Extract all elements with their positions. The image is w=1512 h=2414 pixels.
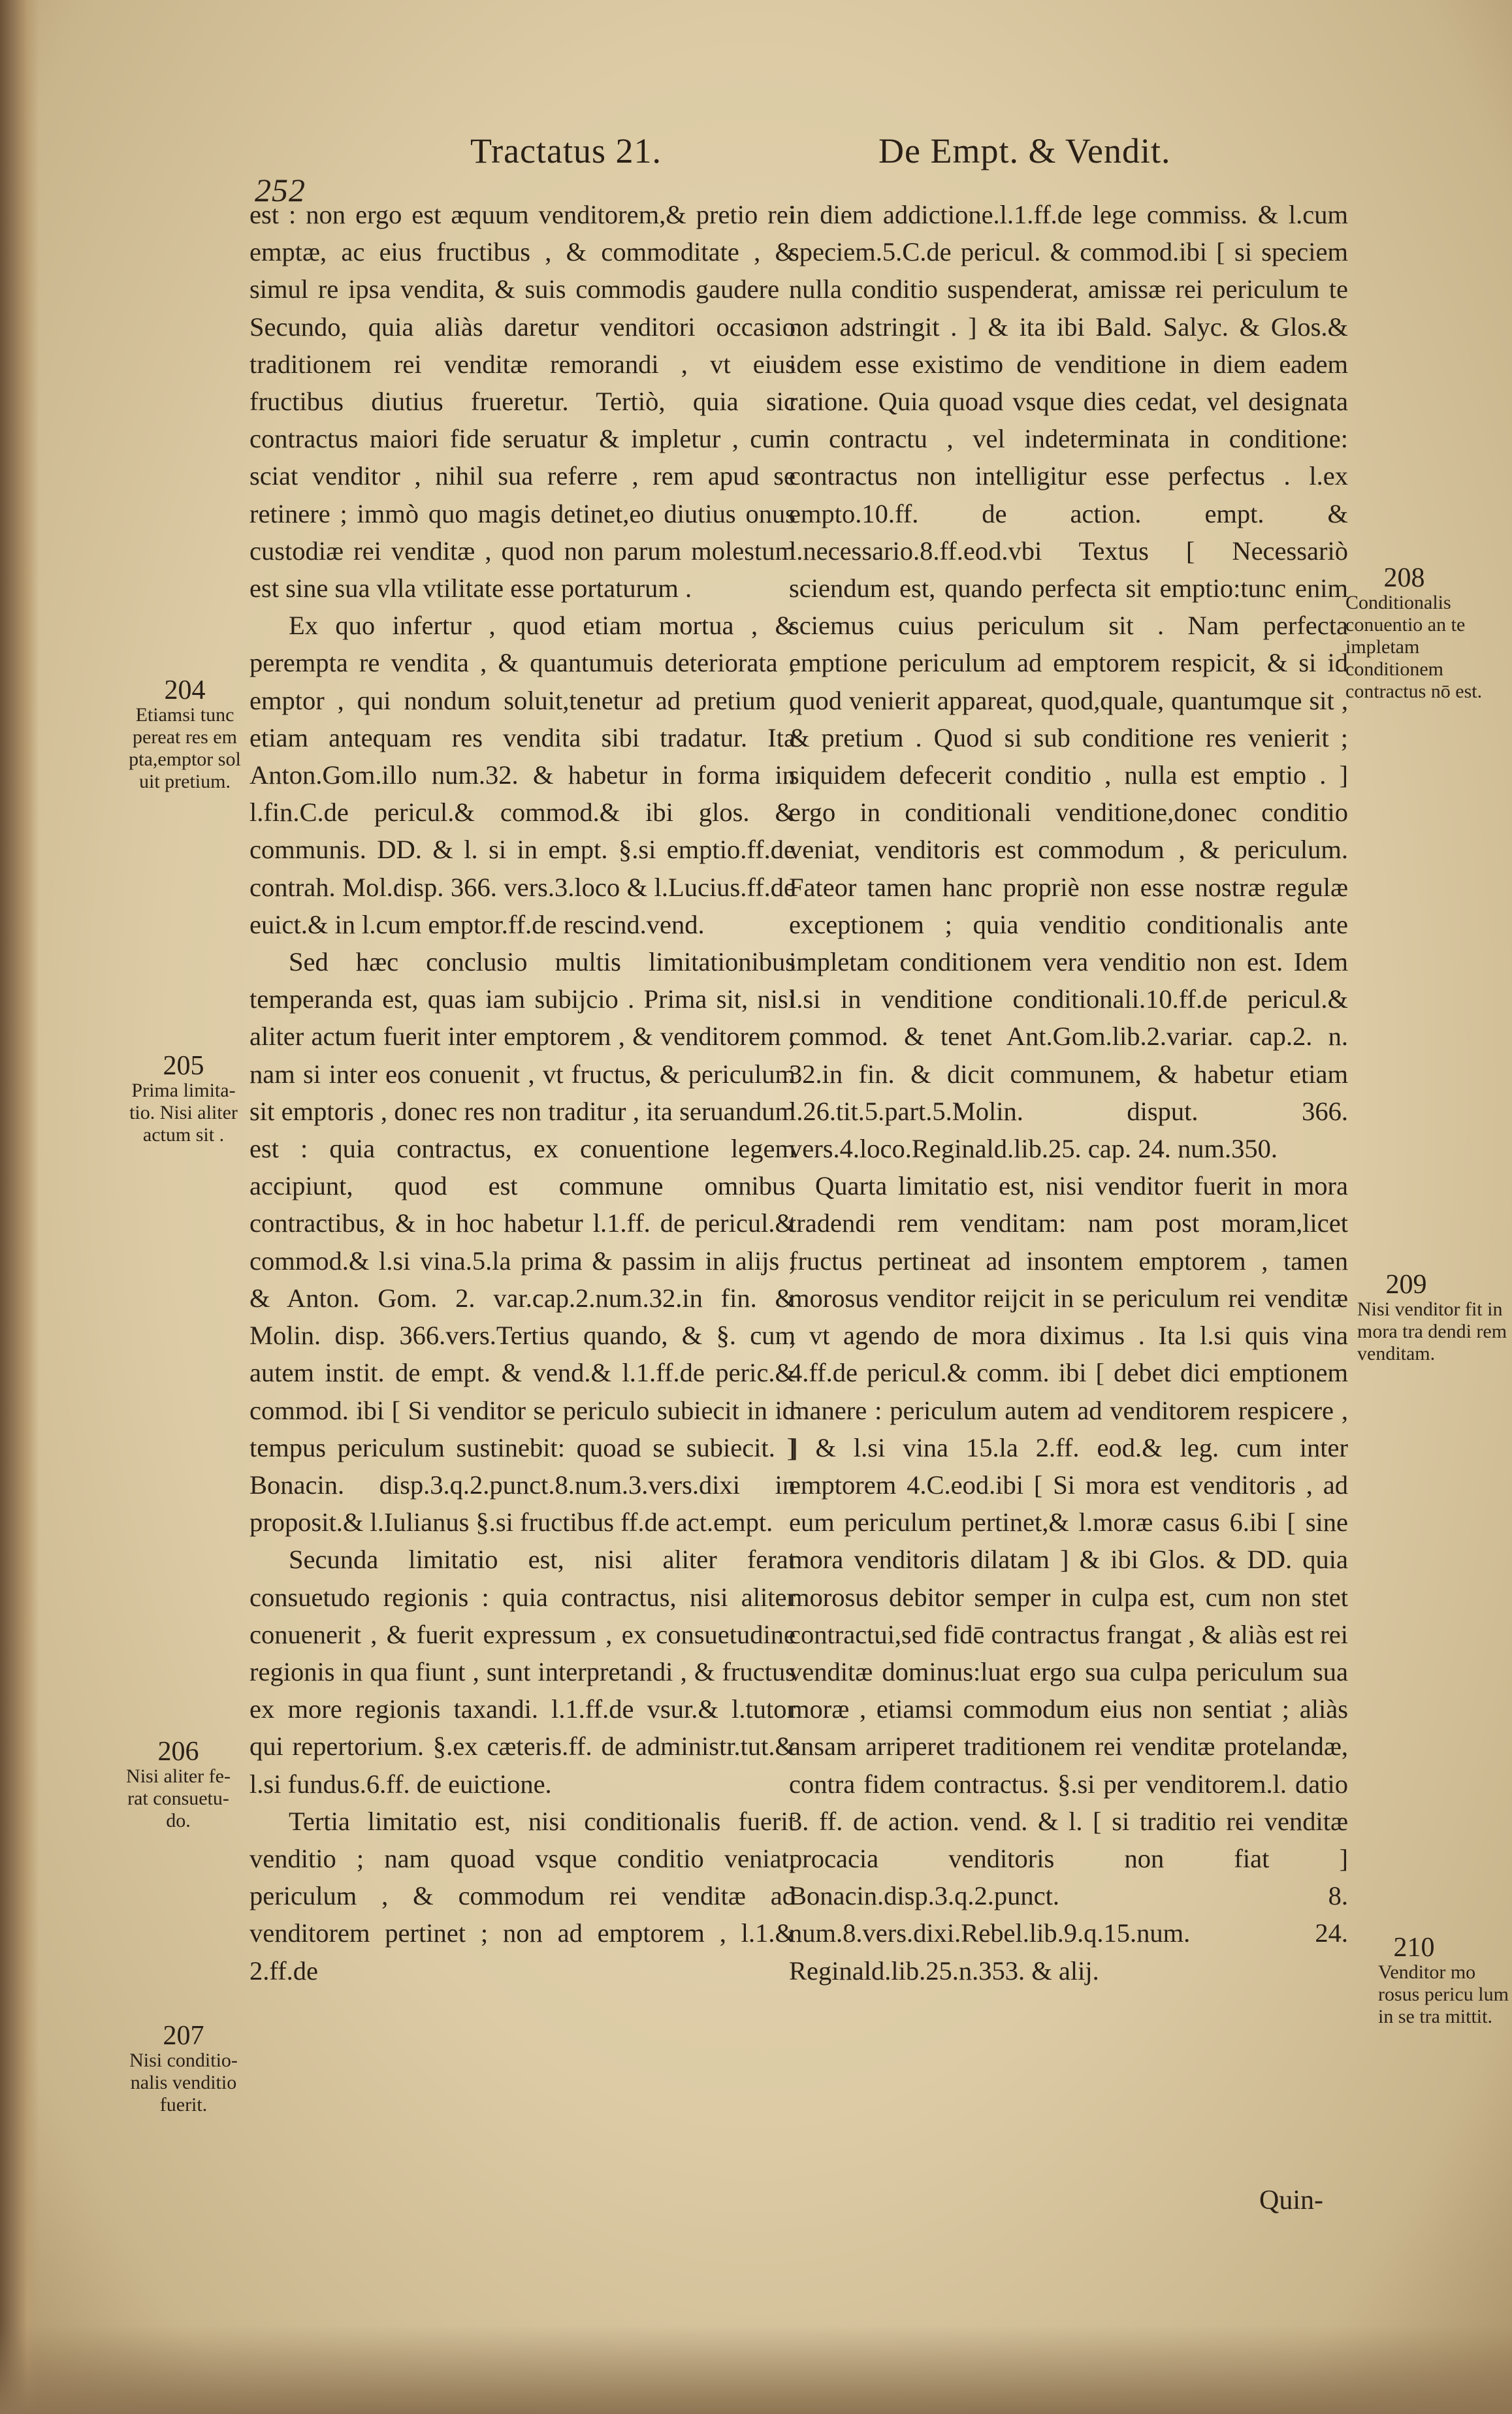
paragraph: Secunda limitatio est, nisi aliter ferat consuetudo regionis : quia contractus, nisi aliter conuenerit , & fuerit expressum , ex consuetudine regionis in qua fiunt , sunt interpretandi , & fructus ex more regionis taxandi. l.1.ff.de vsur.& l.tutor qui repertorium. §.ex cæteris.ff. de administr.tut.& l.si fundus.6.ff. de euictione. [249,1545,796,1799]
left-column [249,196,796,1989]
page-bottom-shadow [0,2325,1512,2414]
margin-note [1378,1933,1512,2028]
margin-note-text: Nisi aliter fe- rat consuetu- do. [126,1765,231,1831]
margin-note-text: Etiamsi tunc pereat res em pta,emptor sol uit pretium. [129,704,241,792]
margin-note-number: 204 [164,675,206,705]
catchword: Quin- [1259,2185,1323,2215]
paragraph: Tertia limitatio est, nisi conditionalis fuerit venditio ; nam quoad vsque conditio veniat, periculum , & commodum rei venditæ ad venditorem pertinet ; non ad emptorem , l.1.& 2.ff.de [249,1806,796,1986]
margin-note [123,675,247,793]
margin-note-text: Nisi conditio- nalis venditio fuerit. [129,2050,238,2116]
page-number: 252 [255,172,306,208]
margin-note-text: Conditionalis conuentio an te impletam conditionem contractus nō est. [1345,592,1483,702]
margin-note-text: Nisi venditor fit in mora tra dendi rem venditam. [1357,1298,1507,1364]
paragraph: est : non ergo est æquum venditorem,& pretio rei emptæ, ac eius fructibus , & commoditate , & simul re ipsa vendita, & suis commodis gaudere . Secundo, quia aliàs daretur venditori occasio traditionem rei venditæ remorandi , vt eius fructibus diutius frueretur. Tertiò, quia sic contractus maiori fide seruatur & impletur , cum sciat venditor , nihil sua referre , rem apud se retinere ; immò quo magis detinet,eo diutius onus custodiæ rei venditæ , quod non parum molestum est sine sua vlla vtilitate esse portaturum . [249,200,796,604]
margin-note [1357,1270,1512,1365]
margin-note [1345,563,1509,703]
paragraph: Sed hæc conclusio multis limitationibus temperanda est, quas iam subijcio . Prima sit, nisi aliter actum fuerit inter emptorem , & venditorem ; nam si inter eos conuenit , vt fructus, & periculum sit emptoris , donec res non traditur , ita seruandum est : quia contractus, ex conuentione legem accipiunt, quod est commune omnibus contractibus, & in hoc habetur l.1.ff. de pericul.& commod.& l.si vina.5.la prima & passim in alijs , & Anton. Gom. 2. var.cap.2.num.32.in fin. & Molin. disp. 366.vers.Tertius quando, & §. cum autem instit. de empt. & vend.& l.1.ff.de peric.& commod. ibi [ Si venditor se periculo subiecit in id tempus periculum sustinebit: quoad se subiecit. ] Bonacin. disp.3.q.2.punct.8.num.3.vers.dixi in proposit.& l.Iulianus §.si fructibus ff.de act.empt. [249,947,796,1537]
margin-note-number: 207 [163,2021,204,2051]
page-gutter-shadow [0,0,39,2414]
margin-note-number: 209 [1385,1270,1427,1300]
paragraph: in diem addictione.l.1.ff.de lege commiss. & l.cum speciem.5.C.de pericul. & commod.ibi [ si speciem nulla conditio suspenderat, amissæ rei periculum te non adstringit . ] & ita ibi Bald. Salyc. & Glos.& idem esse existimo de venditione in diem eadem ratione. Quia quoad vsque dies cedat, vel designata in contractu , vel indeterminata in conditione: contractus non intelligitur esse perfectus . l.ex empto.10.ff. de action. empt. & l.necessario.8.ff.eod.vbi Textus [ Necessariò sciendum est, quando perfecta sit emptio:tunc enim sciemus cuius periculum sit . Nam perfecta emptione periculum ad emptorem respicit, & si id quod venierit appareat, quod,quale, quantumque sit , & pretium . Quod si sub conditione res venierit ; siquidem defecerit conditio , nulla est emptio . ] ergo in conditionali venditione,donec conditio veniat, venditoris est commodum , & periculum. Fateor tamen hanc propriè non esse nostræ regulæ exceptionem ; quia venditio conditionalis ante impletam conditionem vera venditio non est. Idem l.si in venditione conditionali.10.ff.de pericul.& commod. & tenet Ant.Gom.lib.2.variar. cap.2. n. 32.in fin. & dicit communem, & habetur etiam l.26.tit.5.part.5.Molin. disput. 366. vers.4.loco.Reginald.lib.25. cap. 24. num.350. [789,200,1348,1164]
margin-note-number: 208 [1383,563,1425,593]
margin-note-number: 210 [1393,1933,1435,1963]
paragraph: Ex quo infertur , quod etiam mortua , & perempta re vendita , & quantumuis deteriorata , emptor , qui nondum soluit,tenetur ad pretium , etiam antequam res vendita sibi tradatur. Ita Anton.Gom.illo num.32. & habetur in forma in l.fin.C.de pericul.& commod.& ibi glos. & communis. DD. & l. si in empt. §.si emptio.ff.de contrah. Mol.disp. 366. vers.3.loco & l.Lucius.ff.de euict.& in l.cum emptor.ff.de rescind.vend. [249,611,796,939]
margin-note-text: Venditor mo rosus pericu lum in se tra mittit. [1378,1961,1509,2027]
margin-note [128,2021,239,2116]
margin-note-number: 205 [163,1051,204,1081]
margin-note-text: Prima limita- tio. Nisi aliter actum sit . [129,1080,238,1146]
paragraph: Quarta limitatio est, nisi venditor fuerit in mora tradendi rem venditam: nam post moram,licet fructus pertineat ad insontem emptorem , tamen morosus venditor reijcit in se periculum rei venditæ , vt agendo de mora diximus . Ita l.si quis vina 4.ff.de pericul.& comm. ibi [ debet dici emptionem manere : periculum autem ad venditorem respicere , ] & l.si vina 15.la 2.ff. eod.& leg. cum inter emptorem 4.C.eod.ibi [ Si mora est venditoris , ad eum periculum pertinet,& l.moræ casus 6.ibi [ sine mora venditoris dilatam ] & ibi Glos. & DD. quia morosus debitor semper in culpa est, cum non stet contractui,sed fidē contractus frangat , & aliàs est rei venditæ dominus:luat ergo sua culpa periculum sua moræ , etiamsi commodum eius non sentiat ; aliàs ansam arriperet traditionem rei venditæ protelandæ, contra fidem contractus. §.si per venditorem.l. datio 3. ff. de action. vend. & l. [ si traditio rei venditæ procacia venditoris non fiat ] Bonacin.disp.3.q.2.punct. 8. num.8.vers.dixi.Rebel.lib.9.q.15.num. 24. Reginald.lib.25.n.353. & alij. [789,1171,1348,1986]
right-column [789,196,1348,1989]
margin-note [123,1737,234,1832]
running-head-right: De Empt. & Vendit. [878,131,1171,170]
margin-note-number: 206 [157,1737,199,1767]
running-head-left: Tractatus 21. [470,131,662,170]
margin-note [128,1051,239,1146]
